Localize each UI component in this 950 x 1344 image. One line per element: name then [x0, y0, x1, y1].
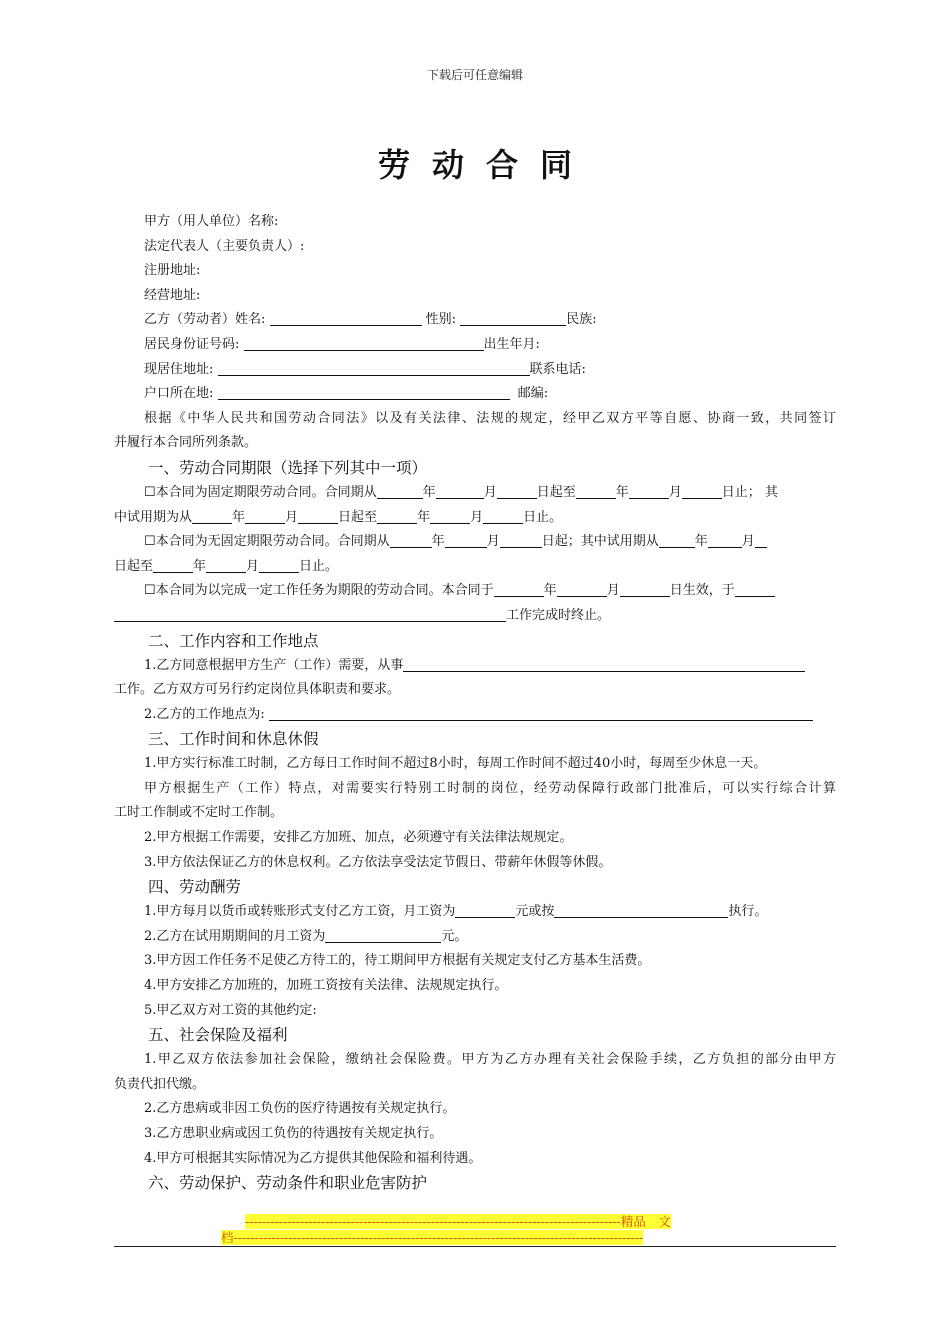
section-3-title: 三、工作时间和休息休假 — [148, 730, 319, 749]
s4-p5: 5.甲乙双方对工资的其他约定: — [144, 1002, 317, 1018]
address-line: 现居住地址: 联系电话: — [144, 361, 586, 377]
s2-p1: 1.乙方同意根据甲方生产（工作）需要，从事 — [114, 654, 836, 679]
option-task-term-cont: 工作完成时终止。 — [114, 604, 836, 629]
reg-address-line: 注册地址: — [144, 263, 201, 279]
biz-address-line: 经营地址: — [144, 287, 201, 303]
intro-line-1: 根据《中华人民共和国劳动合同法》以及有关法律、法规的规定，经甲乙双方平等自愿、协商一致，共同签订 — [144, 410, 836, 426]
footer-line-2: 档------------------------------------------------------------------------------------------------- — [221, 1230, 644, 1245]
wage-basis-blank[interactable] — [554, 902, 728, 918]
section-6-title: 六、劳动保护、劳动条件和职业危害防护 — [148, 1174, 428, 1193]
section-4-title: 四、劳动酬劳 — [148, 878, 242, 897]
probation-wage-blank[interactable] — [325, 927, 441, 943]
s3-p1: 1.甲方实行标准工时制，乙方每日工作时间不超过8小时，每周工作时间不超过40小时，每周至少休息一天。 — [144, 756, 767, 772]
option-fixed-term-cont: 中试用期为从 年 月 日起至 年 月 日止。 — [114, 509, 563, 525]
option-task-term: ☐本合同为以完成一定工作任务为期限的劳动合同。本合同于 年 月 日生效，于 — [114, 579, 836, 604]
gender-blank[interactable] — [460, 310, 566, 326]
s4-p3: 3.甲方因工作任务不足使乙方待工的，待工期间甲方根据有关规定支付乙方基本生活费。 — [144, 953, 651, 969]
s2-p1b: 工作。乙方双方可另行约定岗位具体职责和要求。 — [114, 682, 401, 698]
address-blank[interactable] — [218, 360, 530, 376]
section-2-title: 二、工作内容和工作地点 — [148, 631, 319, 650]
s3-p3: 2.甲方根据工作需要，安排乙方加班、加点，必须遵守有关法律法规规定。 — [144, 830, 573, 846]
section-5-title: 五、社会保险及福利 — [148, 1026, 288, 1045]
contract-body — [114, 210, 836, 1196]
s5-p3: 3.乙方患职业病或因工负伤的待遇按有关规定执行。 — [144, 1126, 443, 1141]
s4-p4: 4.甲方安排乙方加班的，加班工资按有关法律、法规规定执行。 — [144, 978, 508, 994]
hukou-blank[interactable] — [218, 384, 510, 400]
s5-p4: 4.甲方可根据其实际情况为乙方提供其他保险和福利待遇。 — [144, 1150, 482, 1166]
footer-watermark — [221, 1214, 733, 1246]
header-note: 下载后可任意编辑 — [426, 68, 523, 82]
employee-line: 乙方（劳动者）姓名: 性别: 民族: — [144, 312, 597, 328]
hukou-line: 户口所在地: 邮编: — [144, 386, 549, 402]
checkbox-open-term[interactable]: ☐ — [144, 534, 156, 550]
s5-p1a: 1.甲乙双方依法参加社会保险，缴纳社会保险费。甲方为乙方办理有关社会保险手续，乙方负担的部分由甲方 — [144, 1052, 836, 1068]
s5-p1b: 负责代扣代缴。 — [114, 1076, 206, 1092]
s3-p2a: 甲方根据生产（工作）特点，对需要实行特别工时制的岗位，经劳动保障行政部门批准后，可以实行综合计算 — [144, 780, 836, 796]
s4-p1: 1.甲方每月以货币或转账形式支付乙方工资，月工资为 元或按 执行。 — [144, 904, 768, 920]
intro-line-2: 并履行本合同所列条款。 — [114, 435, 258, 451]
option-open-term: ☐本合同为无固定期限劳动合同。合同期从 年 月 日起；其中试用期从 年 月 — [114, 530, 836, 555]
job-blank[interactable] — [403, 656, 805, 672]
employee-name-blank[interactable] — [270, 310, 422, 326]
employer-name-line: 甲方（用人单位）名称: — [144, 214, 279, 229]
s4-p2: 2.乙方在试用期期间的月工资为 元。 — [144, 928, 468, 944]
checkbox-task-term[interactable]: ☐ — [144, 583, 156, 599]
checkbox-fixed-term[interactable]: ☐ — [144, 484, 156, 500]
footer-line-1: -----------------------------------------------------------------------------------------精品 文 — [245, 1214, 671, 1229]
option-open-term-cont: 日起至 年 月 日止。 — [114, 558, 339, 574]
monthly-wage-blank[interactable] — [455, 902, 515, 918]
s3-p2b: 工时工作制或不定时工作制。 — [114, 805, 284, 821]
s3-p4: 3.甲方依法保证乙方的休息权利。乙方依法享受法定节假日、带薪年休假等休假。 — [144, 854, 612, 870]
id-line: 居民身份证号码: 出生年月: — [144, 336, 540, 352]
contract-title: 劳动合同 — [377, 146, 594, 184]
legal-rep-line: 法定代表人（主要负责人）: — [144, 238, 305, 254]
option-fixed-term: ☐本合同为固定期限劳动合同。合同期从 年 月 日起至 年 月 日止； 其 — [144, 484, 778, 500]
work-location-blank[interactable] — [269, 705, 813, 721]
s5-p2: 2.乙方患病或非因工负伤的医疗待遇按有关规定执行。 — [144, 1101, 456, 1117]
footer-rule — [114, 1246, 836, 1247]
s2-p2: 2.乙方的工作地点为: — [114, 703, 836, 728]
id-number-blank[interactable] — [244, 335, 484, 351]
section-1-title: 一、劳动合同期限（选择下列其中一项） — [148, 458, 428, 477]
